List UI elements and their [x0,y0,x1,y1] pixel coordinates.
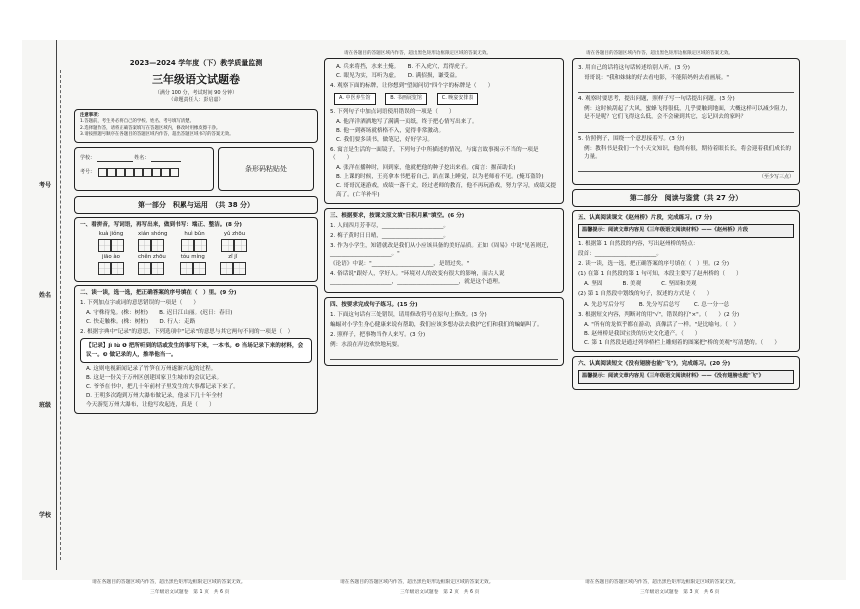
sign-option-a: A. 中医养生馆 [334,93,376,104]
student-info-row [74,147,318,191]
q3-quote: 哥哥说："我和妹妹的好去看电影，不能陪妈妈去看画展。" [584,75,729,82]
q-choice-box [324,58,564,204]
reading-6-box [572,356,800,390]
side-label-name: 姓名 [39,292,52,299]
q2-2: 2. 根据字典中"记录"的意思，下列选项中"记录"的意思与其它两句不同的一项是（ ） [80,329,294,336]
r2-b-option: B. 先分写后总写 [638,301,680,308]
r2-a-option: C. 坚固和美观 [661,281,697,288]
page-number-3: 三年级语文试题卷 第 3 页 共 6 页 [640,590,720,595]
part2-title: 第二部分 阅读与鉴赏（共 27 分） [572,189,800,207]
fill-line[interactable]: 4. 俗话说"跟好人，学好人。"环境对人的改变有很大的影响，而古人说______________________，______________________，就是这个道理。 [330,271,505,286]
tip-wings: 温馨提示：阅读文章内容见《三年级语文阅读材料》——《没有翅膀也能"飞"》 [578,370,794,384]
r2-a-option: B. 美观 [622,281,642,288]
notice-line: 1.答题前，考生务必将自己的学校、姓名、考号填写清楚。 [80,119,194,125]
tianzige[interactable] [138,239,167,252]
notice-line: 3.请按照题号顺序在各题目的答题区域内作答，超出答题区域书写的答案无效。 [80,132,234,138]
q5-imitate: 5. 仿照例子，围绕一个意思接着写。(3 分) [578,135,685,142]
q2-2-option: D. 王明多次跑到万州大瀑布做记录，他录下几十年全村 [86,393,223,400]
fill-line[interactable]: 1. 人间四月芳菲尽，______________________。 [330,222,449,229]
page-1 [74,58,318,566]
option: A. 兵来将挡，水来土掩。 B. 不入虎穴，焉得虎子。 [336,64,471,70]
answer-line[interactable] [578,163,794,172]
pinyin-row-2 [98,254,312,275]
q-sentence-cont-box [572,58,800,185]
school-field[interactable] [97,155,133,162]
cut-line [60,70,61,560]
pinyin: xián shóng [138,231,168,238]
q2-1-option: A. 守株待兔。(株：树桩) B. 迟日江山丽。(迟日：春日) [86,310,233,317]
reading-5-box [572,210,800,352]
notice-box [74,109,318,143]
pinyin: jiāo ào [102,254,120,261]
r3-statement: A. "所有的龙似乎都在游动，真像活了一样。"是比喻句。（ ） [584,321,740,328]
q2-1-option: C. 快走触株。(株：树桩) D. 行人：走路 [86,319,196,326]
r3-statement: B. 赵州桥是我国宝贵的历史文化遗产。（ ） [584,330,701,337]
q2-2-option: B. 这是一份关于万州区创建国家卫生城市的会议记录。 [86,374,223,381]
s5-title: 五、认真阅读课文《赵州桥》片段，完成练习。(7 分) [578,215,713,222]
q2-box [74,285,318,414]
tianzige[interactable] [98,262,124,275]
pinyin-row-1 [98,231,312,252]
fill-line[interactable]: 3. 作为小学生，知错就改是我们从小应该具备的美好品质。正如《周易》中说"见善则迁，______________________。" [330,243,553,258]
r2-b-option: A. 先总写后分写 [584,301,625,308]
q6: 6. 寓言是生活的一面镜子，下列句子中所描述的情况，与寓言故事揭示不当的一项是（ ） [330,147,539,162]
fill-line[interactable]: 2. 梅子黄时日日晴，______________________。 [330,232,449,239]
pinyin: kuà jiǒng [98,231,124,238]
q6-option: C. 哥哥沉迷游戏，成绩一落千丈，经过老师的教育，他不再玩游戏，努力学习，成绩又提高了。(亡羊补牢) [336,183,557,198]
student-info-box [74,147,214,191]
q2-1: 1. 下列加点字或词的意思错误的一项是（ ） [80,300,199,307]
r2-a: (1) 在第 1 自然段的第 1 句可知，本段主要写了赵州桥的（ ） [578,271,742,278]
paper-title: 三年级语文试题卷 [152,73,240,87]
tip-zhaozhou: 温馨提示：阅读文章内容见《三年级语文阅读材料》——《赵州桥》片段 [578,224,794,238]
option: C. 眼见为实，耳听为虚。 D. 满招损，谦受益。 [336,73,461,80]
sign-options [330,93,558,104]
q2-2-tail: 今天游览万州大瀑布，让他写攻起连，真是（ ） [86,402,215,409]
notice-line: 2.选择题作答，请将正确答案填写在答题区域内，修改时用橡皮擦干净。 [80,125,221,131]
footer-warning-page3: 请在各题目的答题区域内作答，超出黑色矩形边框限定区域的答案无效。 [585,580,739,585]
pinyin: huì bǔn [184,231,205,238]
school-label: 学校： [80,155,96,162]
r1-blank[interactable]: 段首：______________________。 [578,251,662,258]
page-number-2: 三年级语文试题卷 第 2 页 共 6 页 [400,590,480,595]
q2-2-option: A. 这则电视新闻记录了竹笋在万州遂渐兴起的过程。 [86,365,217,372]
barcode-area [218,147,314,191]
q5-option: B. 他一到赛场就格格不入，觉得非常激动。 [336,127,445,134]
sign-option-b: B. 书画展览馆 [385,93,427,104]
r2-b-options [584,301,794,309]
q6-option: B. 上课的时候，王亮拿本书把着自己，趴在课上睡觉，以为老师看不见。(掩耳盗铃) [336,174,544,181]
page-number-1: 三年级语文试题卷 第 1 页 共 6 页 [150,590,230,595]
q4-observe: 4. 观察时要思考，提出问题，照样子写一句话提出问题。(3 分) [578,96,735,103]
header-warning-page3: 请在各题目的答题区域内作答，超出黑色矩形边框限定区域的答案无效。 [586,51,734,56]
q5-option: A. 他洋洋洒洒地写了满满一页纸，终于把心情写出来了。 [336,118,478,125]
pinyin: tóu míng [180,254,205,261]
side-label-class: 班级 [39,402,52,409]
tianzige[interactable] [220,262,246,275]
paper-author: （命题责任人：彭启嘉） [168,97,224,104]
q5: 5. 下列句子中加点词语使用错误的一项是（ ） [330,108,455,115]
q4-example: 例：这时候刮起了大风，蜜蜂飞得很低，几乎要触到地面，大概这样可以减少阻力，是不是呢？它们飞得这么低，会不会碰到其它，忘记回去的家吗？ [584,106,791,121]
s6-title: 六、认真阅读短文《没有翅膀也能"飞"》，完成练习。(20 分) [578,361,731,368]
id-label: 考号： [80,169,96,176]
barcode-label: 条形码粘贴处 [245,164,287,173]
header-warning-page2: 请在各题目的答题区域内作答，超出黑色矩形边框限定区域的答案无效。 [344,51,492,56]
q4-2-example: 例：水浪在岸边欢快地玩耍。 [330,341,403,348]
q3-title: 三、根据要求，按课文原文填"日积月累"填空。(6 分) [330,212,465,219]
r2-a-options [584,280,794,288]
paper-meta: （满分 100 分，考试时间 90 分钟） [154,90,238,97]
tianzige[interactable] [181,239,207,252]
r1: 1. 根据第 1 自然段的内容，写出赵州桥的特点： [578,240,699,247]
pinyin: zǐ jǐ [228,254,238,261]
page-2 [324,58,564,566]
answer-line[interactable] [330,351,558,360]
record-definition-box: 【记录】jì lù ❶ 把所听到的话或发生的事写下来，一本书。❷ 当场记录下来的材料，会议一。❸ 做记录的人，推举他当一。 [80,338,312,362]
q5-tail: （至少写三点） [758,173,794,180]
q2-2-option: C. 爷爷在书中，把几十年前村子里发生的大事都记录下来了。 [86,383,239,390]
answer-line[interactable] [578,124,794,133]
tianzige[interactable] [98,239,124,252]
footer-warning-page2: 请在各题目的答题区域内作答，超出黑色矩形边框限定区域的答案无效。 [340,580,494,585]
exam-title: 2023—2024 学年度（下）教学质量监测 [129,59,263,67]
q4-1: 1. 下面这句话有三处错误，请用修改符号在原句上修改。(3 分) [330,311,487,318]
side-label-exam-id: 考号 [39,182,52,189]
r2-a-option: A. 坚固 [584,281,603,288]
page-3 [572,58,800,566]
pinyin: chěn zhōu [138,254,166,261]
sign-option-c: C. 晚宴安排表 [437,93,479,104]
q2-title: 二、读一读，选一选，把正确答案的序号填在（ ）里。(9 分) [80,289,237,296]
pinyin: yǔ zhōu [223,231,246,238]
q1-title: 一、看拼音，写词语，再写出来，做到书写：端正、整洁。(8 分) [80,222,242,229]
tianzige[interactable] [180,262,206,275]
answer-line[interactable] [578,84,794,93]
q4-1-text: 蝙蝠对小学生身心健康来说有帮助，我们应该多想办法去救护它们和我们的蝙蝠叫了。 [330,321,543,328]
r3: 3. 根据短文内容，判断对的用"√"，错误的打"×"。（ ）(2 分) [578,311,740,318]
q4-sentence-box [324,297,564,367]
part1-title: 第一部分 积累与运用 （共 38 分） [74,196,318,214]
q1-box [74,217,318,282]
q3-retell: 3. 用自己的话将这句话转述给别人听。(3 分) [578,65,690,71]
name-label: 姓名： [134,155,150,162]
q6-option: A. 张洋在播种时，回到家，他就把他的种子挖出来看。(寓言：揠苗助长) [336,165,516,172]
notice-title: 注意事项： [80,112,102,118]
q4-2: 2. 照样子，把事物当作人来写。(3 分) [330,331,426,338]
side-label-school: 学校 [39,512,52,519]
exam-id-boxes[interactable] [98,168,179,177]
q5-option: C. 我们要多读书，做笔记，好好学习。 [336,136,433,143]
fill-line[interactable]: 《论语》中说："______________________，是谓过矣。" [330,261,470,268]
q5-example: 例：教科书是我们一个小天文知识，他尚有很，期待着眼长长，将会迎着我们成长的力量。 [584,145,791,160]
q4-sign: 4. 观察下面的标牌，让你想到"望闻问切"四个字的标牌是（ ） [330,83,494,90]
footer-warning-page1: 请在各题目的答题区域内作答，超出黑色矩形边框限定区域的答案无效。 [92,580,246,585]
tianzige[interactable] [221,239,247,252]
r2-b: (2) 第 1 自然段中划线的句子，叙述的方式是（ ） [578,291,713,298]
r2-b-option: C. 总一分一总 [693,301,730,308]
q3-fill-box [324,208,564,293]
r3-statement: C. 第 1 自然段是通过列举桥栏上雕刻着的图案把"桥的美观"写清楚的。（ ） [584,340,780,346]
tianzige[interactable] [138,262,166,275]
q4-title: 四、按要求完成句子练习。(15 分) [330,301,418,308]
name-field[interactable] [151,155,181,162]
binding-strip [34,40,57,570]
r2: 2. 读一读，选一选，把正确答案的序号填在（ ）里。(2 分) [578,261,730,268]
